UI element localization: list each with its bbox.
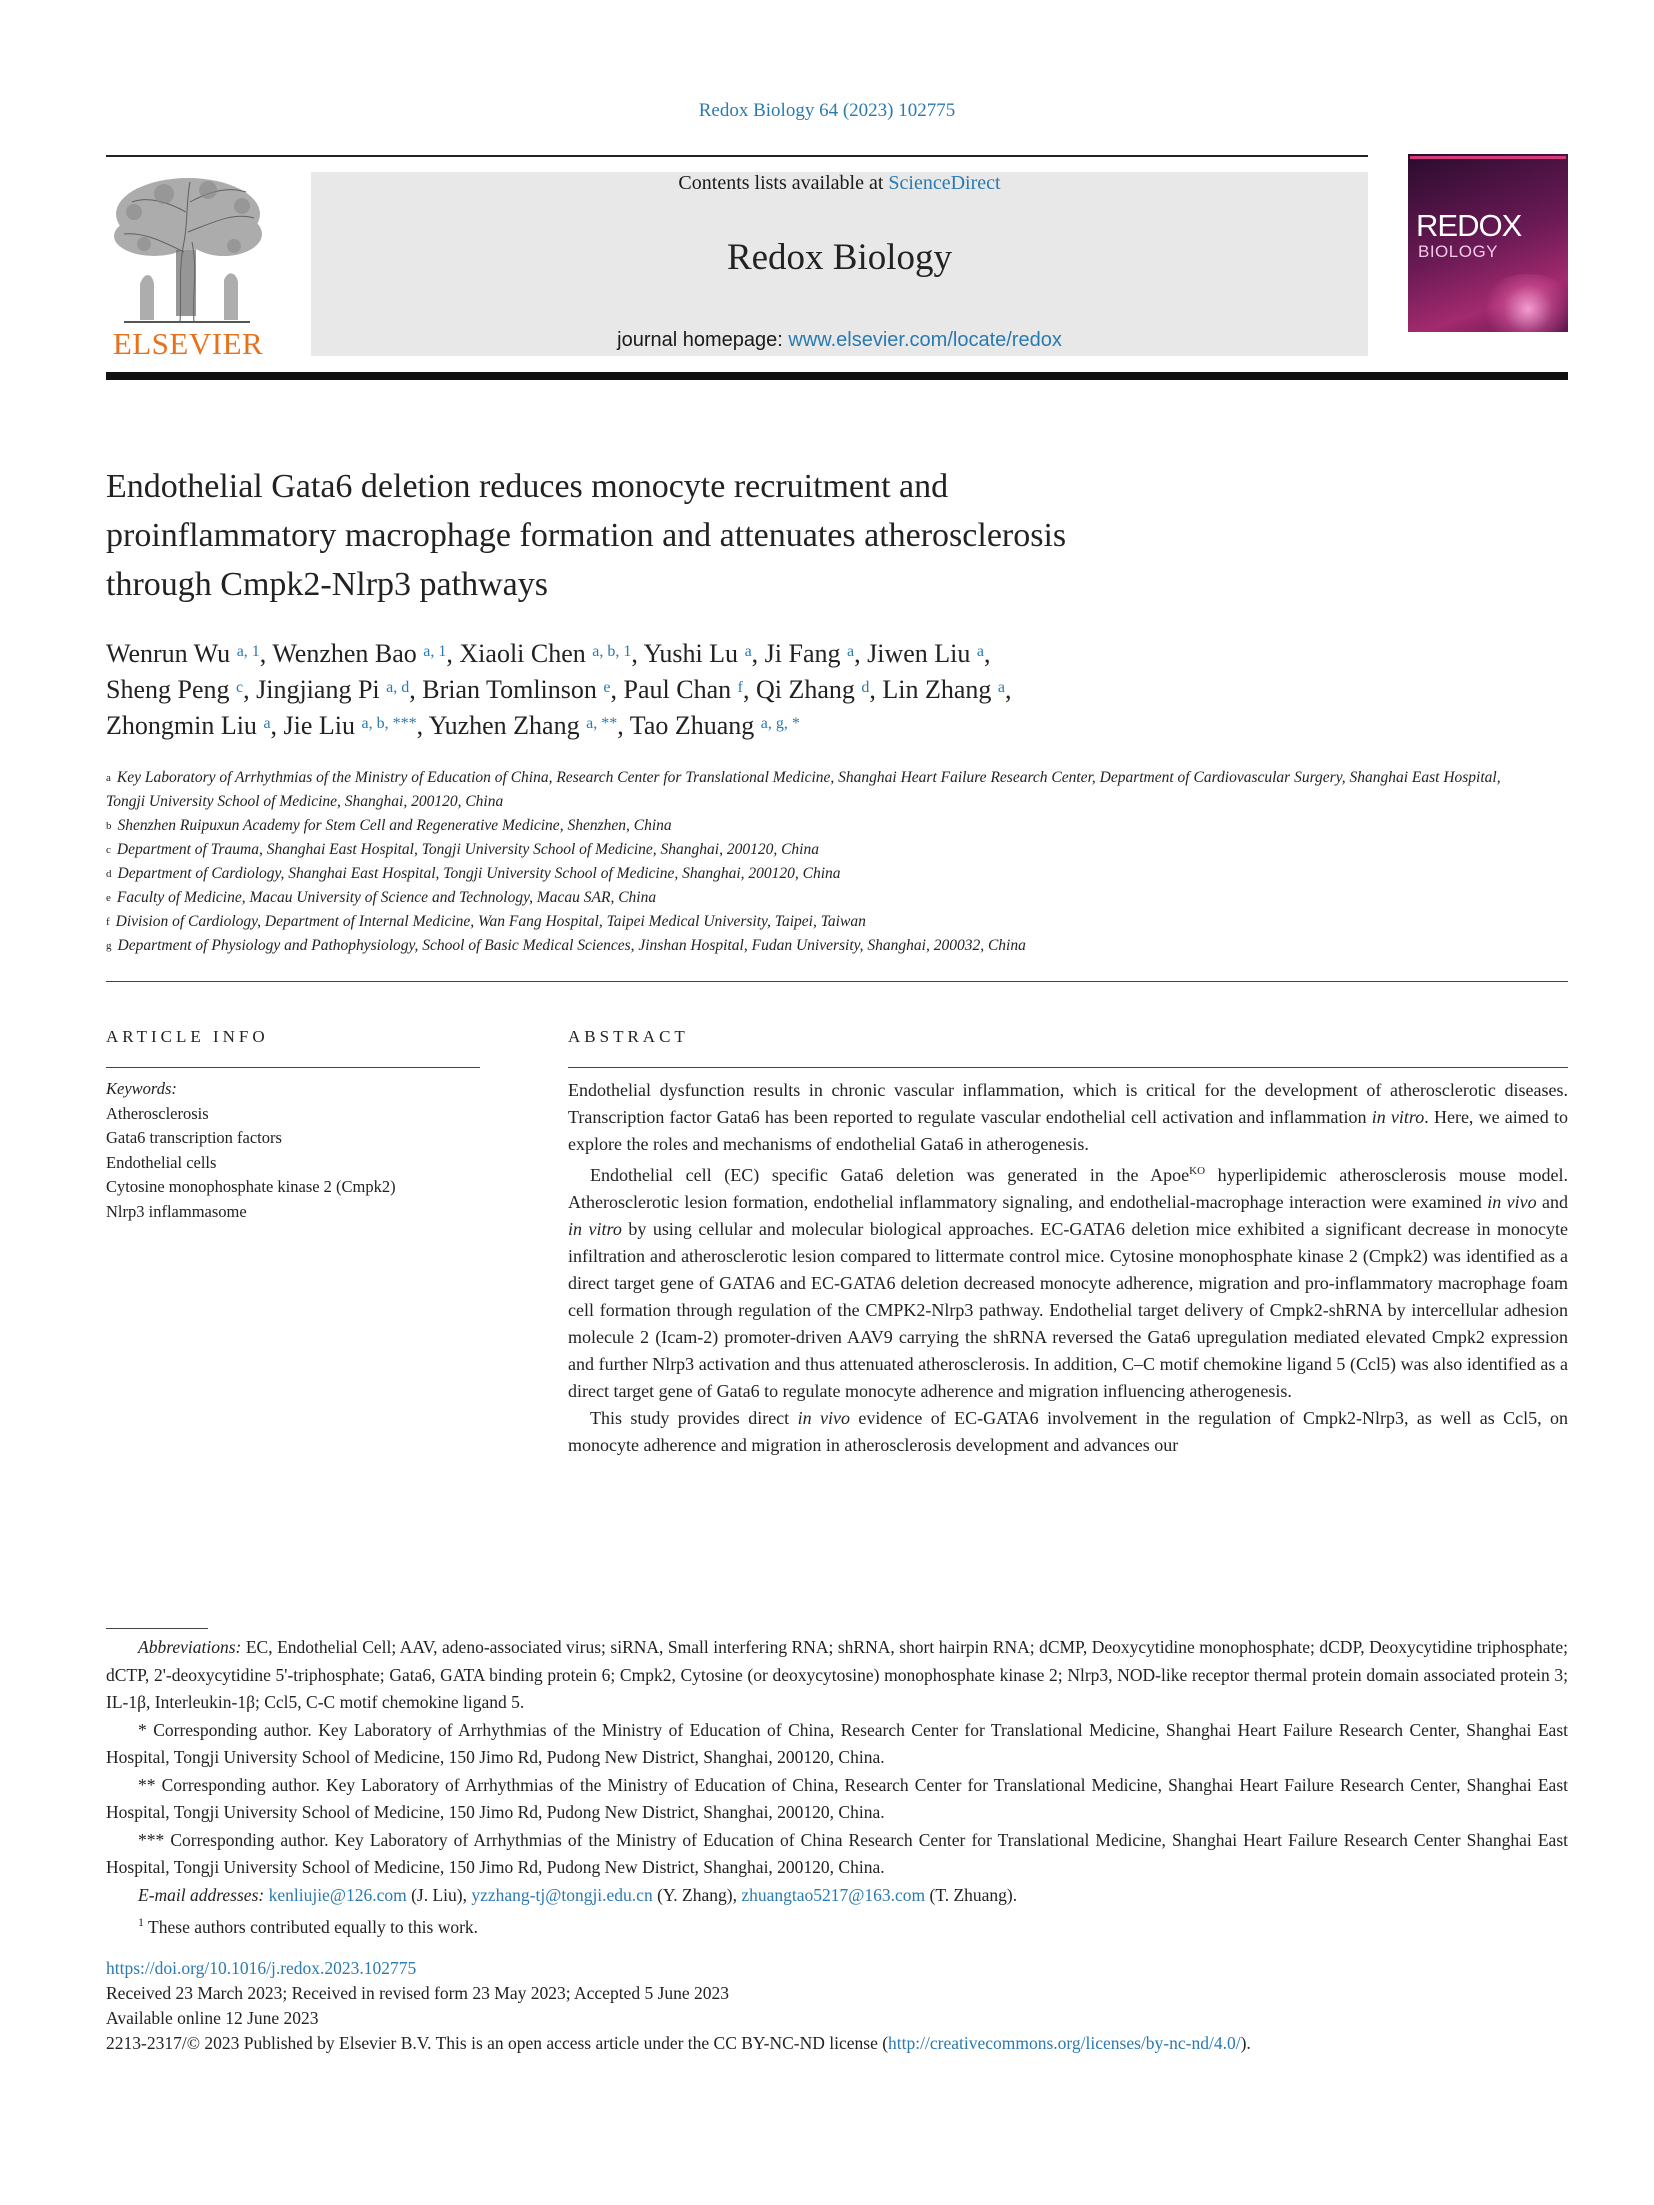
affiliation-item — [106, 934, 1526, 958]
author-affiliation-marker[interactable]: a — [997, 679, 1005, 696]
available-online: Available online 12 June 2023 — [106, 2008, 319, 2028]
author-name: Yuzhen Zhang — [428, 711, 580, 740]
author-affiliation-marker[interactable]: a, g, * — [760, 715, 800, 732]
abbreviations-footnote — [106, 1634, 1568, 1717]
license-line — [106, 2031, 1576, 2056]
email-label: E-mail addresses: — [138, 1884, 265, 1905]
journal-title: Redox Biology — [726, 237, 953, 278]
equal-contribution-marker: 1 — [138, 1915, 144, 1929]
abstract-text: and — [1536, 1192, 1568, 1212]
abstract-paragraph — [568, 1405, 1568, 1459]
article-info-rule — [106, 1067, 480, 1068]
author-affiliation-marker[interactable]: a, ** — [586, 715, 618, 732]
abstract-italic: in vitro — [568, 1219, 622, 1239]
journal-cover-thumbnail[interactable] — [1408, 154, 1568, 358]
affiliation-label: e — [106, 892, 111, 904]
abbreviations-label: Abbreviations: — [138, 1637, 242, 1657]
elsevier-tree-logo-icon — [104, 172, 270, 324]
author-line: Zhongmin Liu $^a$, Jie Liu $^{a, b, ***}$, Yuzhen Zhang $^{a, **}$, Tao Zhuang $^{a, g, *}$ — [106, 711, 800, 740]
article-title-line: proinflammatory macrophage formation and attenuates atherosclerosis — [106, 517, 1067, 554]
author-name: Jiwen Liu — [867, 639, 971, 668]
keyword-item: Gata6 transcription factors — [106, 1128, 282, 1147]
author-affiliation-marker[interactable]: a — [847, 643, 855, 660]
article-info-heading: ARTICLE INFO — [106, 1027, 269, 1046]
license-text: 2213-2317/© 2023 Published by Elsevier B.V. This is an open access article under the CC BY-NC-ND license ( — [106, 2033, 889, 2053]
article-title-line: through Cmpk2-Nlrp3 pathways — [106, 566, 548, 603]
cover-title: REDOX — [1416, 208, 1522, 243]
author-name: Tao Zhuang — [629, 711, 755, 740]
header-thick-rule — [106, 372, 1568, 380]
affiliation-text: Division of Cardiology, Department of Internal Medicine, Wan Fang Hospital, Taipei Medical University, Taipei, Taiwan — [115, 913, 866, 930]
author-affiliation-marker[interactable]: e — [603, 679, 611, 696]
article-title-line: Endothelial Gata6 deletion reduces monocyte recruitment and — [106, 468, 949, 505]
affiliation-text: Department of Trauma, Shanghai East Hospital, Tongji University School of Medicine, Shanghai, 200120, China — [116, 841, 819, 858]
author-affiliation-marker[interactable]: a, b, *** — [361, 715, 417, 732]
affiliation-text: Faculty of Medicine, Macau University of Science and Technology, Macau SAR, China — [116, 889, 657, 906]
author-name: Paul Chan — [623, 675, 732, 704]
abstract-italic: in vivo — [1487, 1192, 1537, 1212]
email-owner: (J. Liu), — [406, 1884, 472, 1905]
author-line: Wenrun Wu $^{a, 1}$, Wenzhen Bao $^{a, 1}$, Xiaoli Chen $^{a, b, 1}$, Yushi Lu $^a$, Ji Fang $^a$, Jiwen Liu $^a$, — [106, 639, 991, 668]
elsevier-wordmark: ELSEVIER — [112, 326, 264, 361]
contents-prefix: Contents lists available at — [678, 172, 889, 194]
author-affiliation-marker[interactable]: f — [737, 679, 743, 696]
author-affiliation-marker[interactable]: a — [976, 643, 984, 660]
journal-reference[interactable]: Redox Biology 64 (2023) 102775 — [698, 100, 956, 121]
keyword-item: Nlrp3 inflammasome — [106, 1201, 247, 1221]
email-footnote — [106, 1882, 1568, 1910]
article-title — [106, 462, 1406, 609]
affiliation-label: f — [106, 916, 110, 928]
homepage-link[interactable]: www.elsevier.com/locate/redox — [788, 329, 1062, 351]
author-name: Wenzhen Bao — [272, 639, 417, 668]
affiliation-label: d — [106, 868, 112, 880]
section-divider — [106, 981, 1568, 982]
author-affiliation-marker[interactable]: a — [263, 715, 271, 732]
affiliation-label: b — [106, 820, 112, 832]
abstract-text: hyperlipidemic atherosclerosis mouse model. Atherosclerotic lesion formation, endothelial inflammatory signaling, and endothelial-macrophage interaction were examined — [568, 1165, 1568, 1212]
author-affiliation-marker[interactable]: a, b, 1 — [592, 643, 632, 660]
author-name: Yushi Lu — [643, 639, 739, 668]
corresponding-author-footnote: * Corresponding author. Key Laboratory of Arrhythmias of the Ministry of Education of China, Research Center for Translational Medicine, Shanghai Heart Failure Research Center, Shanghai East Hospital, Tongji University School of Medicine, 150 Jimo Rd, Pudong New District, Shanghai, 200120, China. — [106, 1719, 1568, 1767]
abstract-body — [568, 1077, 1568, 1459]
header-top-rule — [106, 155, 1368, 157]
abstract-text: evidence of EC-GATA6 involvement in the regulation of Cmpk2-Nlrp3, as well as Ccl5, on monocyte adherence and migration in atherosclerosis development and advances our — [568, 1408, 1568, 1455]
author-affiliation-marker[interactable]: a, 1 — [236, 643, 260, 660]
abstract-heading: ABSTRACT — [568, 1027, 689, 1046]
author-name: Lin Zhang — [882, 675, 992, 704]
affiliation-text: Department of Physiology and Pathophysiology, School of Basic Medical Sciences, Jinshan Hospital, Fudan University, Shanghai, 200032, China — [117, 937, 1026, 954]
abstract-text: Endothelial cell (EC) specific Gata6 deletion was generated in the Apoe — [590, 1165, 1190, 1185]
author-name: Zhongmin Liu — [106, 711, 257, 740]
author-affiliation-marker[interactable]: a, 1 — [423, 643, 447, 660]
abstract-text: This study provides direct — [590, 1408, 798, 1428]
keyword-item: Endothelial cells — [106, 1152, 217, 1172]
affiliation-item — [106, 838, 1526, 862]
cover-footer-strip — [1408, 332, 1568, 358]
footnote-rule — [106, 1628, 208, 1629]
affiliation-text: Department of Cardiology, Shanghai East Hospital, Tongji University School of Medicine, Shanghai, 200120, China — [117, 865, 841, 882]
abstract-paragraph — [568, 1158, 1568, 1405]
abstract-paragraph — [568, 1077, 1568, 1158]
author-affiliation-marker[interactable]: d — [861, 679, 870, 696]
affiliation-item — [106, 886, 1526, 910]
affiliation-label: g — [106, 940, 112, 952]
keyword-item: Atherosclerosis — [106, 1103, 209, 1123]
email-link[interactable]: yzzhang-tj@tongji.edu.cn — [471, 1884, 653, 1905]
doi-link[interactable]: https://doi.org/10.1016/j.redox.2023.102775 — [106, 1958, 417, 1978]
abstract-superscript: KO — [1189, 1165, 1206, 1177]
publication-info — [106, 1956, 1576, 2056]
author-name: Jie Liu — [283, 711, 356, 740]
affiliation-text: Key Laboratory of Arrhythmias of the Ministry of Education of China, Research Center for Translational Medicine, Shanghai Heart Failure Research Center, Department of Cardiovascular Surgery, Shanghai East Hospital, Tongji University School of Medicine, Shanghai, 200120, China — [106, 769, 1501, 810]
author-name: Xiaoli Chen — [459, 639, 586, 668]
author-name: Wenrun Wu — [106, 639, 231, 668]
abstract-text: . Here, we aimed to explore the roles and mechanisms of endothelial Gata6 in atherogenesis. — [568, 1107, 1568, 1154]
email-link[interactable]: zhuangtao5217@163.com — [741, 1884, 926, 1905]
author-affiliation-marker[interactable]: a, d — [386, 679, 410, 696]
author-name: Ji Fang — [764, 639, 841, 668]
author-affiliation-marker[interactable]: a — [744, 643, 752, 660]
sciencedirect-link[interactable]: ScienceDirect — [888, 172, 1001, 194]
corresponding-author-footnote: ** Corresponding author. Key Laboratory of Arrhythmias of the Ministry of Education of China, Research Center for Translational Medicine, Shanghai Heart Failure Research Center, Shanghai East Hospital, Tongji University School of Medicine, 150 Jimo Rd, Pudong New District, Shanghai, 200120, China. — [106, 1774, 1568, 1822]
keyword-item: Cytosine monophosphate kinase 2 (Cmpk2) — [106, 1177, 396, 1196]
abstract-text: by using cellular and molecular biological approaches. EC-GATA6 deletion mice exhibited a significant decrease in monocyte infiltration and atherosclerotic lesion compared to littermate control mice. Cytosine monophosphate kinase 2 (Cmpk2) was identified as a direct target gene of GATA6 and EC-GATA6 deletion decreased monocyte adherence, migration and pro-inflammatory macrophage foam cell formation through regulation of the CMPK2-Nlrp3 pathway. Endothelial target delivery of Cmpk2-shRNA by intercellular adhesion molecule 2 (Icam-2) promoter-driven AAV9 carrying the shRNA reversed the Gata6 upregulation mediated elevated Cmpk2 expression and further Nlrp3 activation and thus attenuated atherosclerosis. In addition, C–C motif chemokine ligand 5 (Ccl5) was also identified as a direct target gene of Gata6 to regulate monocyte adherence and migration influencing atherogenesis. — [568, 1219, 1568, 1401]
license-text: ). — [1240, 2033, 1251, 2053]
author-name: Sheng Peng — [106, 675, 230, 704]
affiliation-item — [106, 910, 1526, 934]
affiliation-list — [106, 766, 1526, 958]
affiliation-item — [106, 814, 1526, 838]
keywords-label: Keywords: — [106, 1079, 177, 1098]
keywords-block — [106, 1077, 486, 1224]
affiliation-label: a — [106, 772, 111, 784]
footnotes — [106, 1634, 1568, 1941]
author-name: Brian Tomlinson — [422, 675, 597, 704]
license-link[interactable]: http://creativecommons.org/licenses/by-nc-nd/4.0/ — [888, 2033, 1241, 2053]
cover-accent-bar — [1410, 156, 1566, 159]
homepage-prefix: journal homepage: — [617, 329, 789, 351]
contents-line — [311, 172, 1368, 195]
author-line: Sheng Peng $^c$, Jingjiang Pi $^{a, d}$, Brian Tomlinson $^e$, Paul Chan $^f$, Qi Zhang $^d$, Lin Zhang $^a$, — [106, 675, 1012, 704]
corresponding-author-footnote: *** Corresponding author. Key Laboratory of Arrhythmias of the Ministry of Education of China Research Center for Translational Medicine, Shanghai Heart Failure Research Center Shanghai East Hospital, Tongji University School of Medicine, 150 Jimo Rd, Pudong New District, Shanghai, 200120, China. — [106, 1829, 1568, 1877]
abstract-rule — [568, 1067, 1568, 1068]
email-owner: (Y. Zhang), — [652, 1884, 742, 1905]
abstract-italic: in vivo — [797, 1408, 850, 1428]
journal-homepage — [311, 329, 1368, 352]
author-name: Qi Zhang — [755, 675, 855, 704]
email-owner: (T. Zhuang). — [925, 1884, 1018, 1905]
cover-subtitle: BIOLOGY — [1418, 242, 1499, 261]
affiliation-item — [106, 766, 1526, 814]
abstract-italic: in vitro — [1371, 1107, 1425, 1127]
equal-contribution-footnote — [106, 1909, 1568, 1941]
author-affiliation-marker[interactable]: c — [236, 679, 244, 696]
received-dates: Received 23 March 2023; Received in revised form 23 May 2023; Accepted 5 June 2023 — [106, 1983, 730, 2003]
author-list — [106, 636, 1526, 744]
affiliation-label: c — [106, 844, 111, 856]
email-link[interactable]: kenliujie@126.com — [268, 1884, 407, 1905]
abbreviations-text: EC, Endothelial Cell; AAV, adeno-associated virus; siRNA, Small interfering RNA; shRNA, short hairpin RNA; dCMP, Deoxycytidine monophosphate; dCDP, Deoxycytidine triphosphate; dCTP, 2'-deoxycytidine 5'-triphosphate; Gata6, GATA binding protein 6; Cmpk2, Cytosine (or deoxycytosine) monophosphate kinase 2; Nlrp3, NOD-like receptor thermal protein domain associated protein 3; IL-1β, Interleukin-1β; Ccl5, C-C motif chemokine ligand 5. — [106, 1637, 1568, 1712]
author-name: Jingjiang Pi — [256, 675, 380, 704]
affiliation-text: Shenzhen Ruipuxun Academy for Stem Cell and Regenerative Medicine, Shenzhen, China — [117, 817, 672, 834]
equal-contribution-text: These authors contributed equally to this work. — [144, 1916, 479, 1937]
abstract-text: Endothelial dysfunction results in chronic vascular inflammation, which is critical for the development of atherosclerotic diseases. Transcription factor Gata6 has been reported to regulate vascular endothelial cell activation and inflammation — [568, 1080, 1568, 1127]
affiliation-item — [106, 862, 1526, 886]
